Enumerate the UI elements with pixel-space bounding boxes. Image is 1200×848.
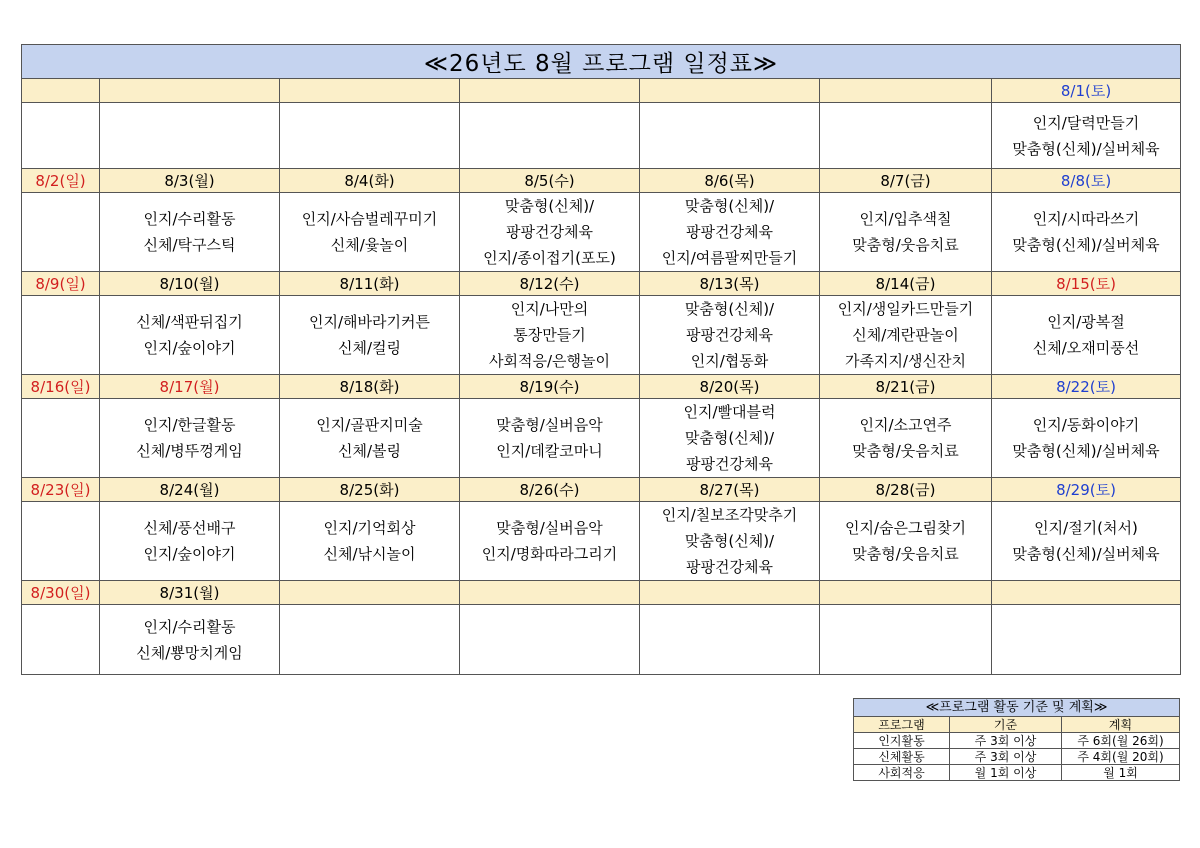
activity-line: 인지/기억회상 <box>323 519 416 537</box>
date-cell <box>640 79 820 103</box>
date-cell: 8/12(수) <box>460 272 640 296</box>
criteria-plan: 월 1회 <box>1062 765 1180 781</box>
activity-cell <box>100 502 280 581</box>
activity-line: 맞춤형/웃음치료 <box>852 236 959 254</box>
activity-line: 맞춤형(신체)/ <box>684 532 775 550</box>
activity-line: 맞춤형(신체)/ <box>684 300 775 318</box>
activity-line: 인지/달력만들기 <box>1032 113 1140 132</box>
date-cell: 8/4(화) <box>280 169 460 193</box>
date-cell: 8/27(목) <box>640 478 820 502</box>
activity-line: 인지/한글활동 <box>143 416 236 434</box>
date-cell: 8/8(토) <box>992 169 1181 193</box>
activity-line: 신체/풍선배구 <box>143 519 236 537</box>
date-cell <box>22 79 100 103</box>
activity-line: 맞춤형(신체)/ <box>684 429 775 447</box>
activity-line: 맞춤형(신체)/실버체육 <box>1012 442 1160 460</box>
activity-cell <box>640 193 820 272</box>
activity-cell <box>460 193 640 272</box>
date-cell: 8/6(목) <box>640 169 820 193</box>
activity-cell <box>992 502 1181 581</box>
activity-line: 신체/컬링 <box>337 339 401 357</box>
activity-line: 맞춤형(신체)/실버체육 <box>1012 545 1160 563</box>
activity-cell <box>100 193 280 272</box>
activity-line: 맞춤형(신체)/ <box>684 197 775 215</box>
criteria-row <box>854 733 1180 749</box>
activity-cell <box>22 502 100 581</box>
activity-cell <box>820 399 992 478</box>
date-cell <box>460 79 640 103</box>
activity-line: 신체/탁구스틱 <box>143 236 236 254</box>
activity-line: 신체/색판뒤집기 <box>136 313 243 331</box>
activity-line: 신체/윷놀이 <box>330 236 409 254</box>
activity-cell <box>22 605 100 675</box>
activity-line: 인지/생일카드만들기 <box>837 300 974 318</box>
week-date-row <box>22 478 1181 502</box>
criteria-plan: 주 4회(월 20회) <box>1062 749 1180 765</box>
activity-cell <box>460 103 640 169</box>
activity-cell <box>280 399 460 478</box>
date-cell <box>640 581 820 605</box>
activity-line: 인지/칠보조각맞추기 <box>661 506 798 524</box>
activity-line: 맞춤형/웃음치료 <box>852 545 959 563</box>
activity-cell <box>280 296 460 375</box>
date-cell: 8/15(토) <box>992 272 1181 296</box>
criteria-standard: 주 3회 이상 <box>950 749 1062 765</box>
date-cell: 8/30(일) <box>22 581 100 605</box>
activity-cell <box>22 296 100 375</box>
activity-line: 인지/종이접기(포도) <box>483 249 616 267</box>
activity-cell <box>992 296 1181 375</box>
week-date-row <box>22 169 1181 193</box>
activity-line: 인지/숲이야기 <box>143 339 236 357</box>
activity-cell <box>280 502 460 581</box>
date-cell: 8/14(금) <box>820 272 992 296</box>
activity-line: 팡팡건강체육 <box>506 223 593 241</box>
activity-line: 인지/데칼코마니 <box>496 442 603 460</box>
activity-line: 인지/광복절 <box>1047 313 1125 331</box>
date-cell: 8/29(토) <box>992 478 1181 502</box>
activity-cell <box>820 502 992 581</box>
activity-cell <box>820 296 992 375</box>
activity-cell <box>820 605 992 675</box>
date-cell <box>460 581 640 605</box>
activity-line: 맞춤형(신체)/실버체육 <box>1012 236 1160 254</box>
activity-cell <box>460 605 640 675</box>
criteria-program: 인지활동 <box>854 733 950 749</box>
week-activity-row <box>22 399 1181 478</box>
activity-line: 신체/계란판놀이 <box>852 326 959 344</box>
activity-cell <box>640 399 820 478</box>
activity-cell <box>640 502 820 581</box>
date-cell: 8/13(목) <box>640 272 820 296</box>
activity-cell <box>22 399 100 478</box>
criteria-standard: 주 3회 이상 <box>950 733 1062 749</box>
activity-cell <box>460 399 640 478</box>
activity-line: 인지/입추색칠 <box>859 210 952 228</box>
activity-cell <box>22 103 100 169</box>
activity-line: 인지/절기(처서) <box>1034 519 1138 537</box>
activity-line: 인지/수리활동 <box>143 617 236 636</box>
activity-cell <box>22 193 100 272</box>
date-cell: 8/7(금) <box>820 169 992 193</box>
activity-line: 인지/여름팔찌만들기 <box>661 249 798 267</box>
activity-cell <box>820 193 992 272</box>
date-cell <box>992 581 1181 605</box>
week-date-row <box>22 581 1181 605</box>
activity-line: 인지/수리활동 <box>143 210 236 228</box>
date-cell: 8/25(화) <box>280 478 460 502</box>
week-date-row <box>22 79 1181 103</box>
date-cell <box>820 581 992 605</box>
activity-cell <box>640 296 820 375</box>
activity-line: 인지/명화따라그리기 <box>481 545 618 563</box>
criteria-header-standard: 기준 <box>950 717 1062 733</box>
activity-line: 인지/협동화 <box>690 352 769 370</box>
week-date-row <box>22 272 1181 296</box>
date-cell <box>820 79 992 103</box>
date-cell: 8/31(월) <box>100 581 280 605</box>
criteria-program: 사회적응 <box>854 765 950 781</box>
activity-line: 인지/골판지미술 <box>316 416 423 434</box>
activity-line: 인지/나만의 <box>510 300 589 318</box>
criteria-row <box>854 749 1180 765</box>
program-criteria-table <box>853 698 1180 781</box>
activity-line: 가족지지/생신잔치 <box>845 352 966 370</box>
activity-cell <box>992 193 1181 272</box>
date-cell <box>280 79 460 103</box>
date-cell: 8/3(월) <box>100 169 280 193</box>
activity-line: 맞춤형/실버음악 <box>496 519 603 537</box>
week-activity-row <box>22 103 1181 169</box>
week-activity-row <box>22 193 1181 272</box>
schedule-title: ≪26년도 8월 프로그램 일정표≫ <box>22 45 1181 79</box>
week-date-row <box>22 375 1181 399</box>
activity-cell <box>820 103 992 169</box>
date-cell: 8/21(금) <box>820 375 992 399</box>
activity-cell <box>280 193 460 272</box>
activity-cell <box>992 399 1181 478</box>
date-cell: 8/10(월) <box>100 272 280 296</box>
criteria-header-plan: 계획 <box>1062 717 1180 733</box>
date-cell: 8/24(월) <box>100 478 280 502</box>
activity-line: 인지/숨은그림찾기 <box>845 519 966 537</box>
date-cell: 8/18(화) <box>280 375 460 399</box>
week-activity-row <box>22 296 1181 375</box>
week-activity-row <box>22 605 1181 675</box>
date-cell: 8/23(일) <box>22 478 100 502</box>
date-cell <box>280 581 460 605</box>
schedule-table <box>21 44 1181 675</box>
activity-line: 신체/뿅망치게임 <box>136 643 243 662</box>
activity-line: 인지/숲이야기 <box>143 545 236 563</box>
activity-line: 맞춤형(신체)/ <box>504 197 595 215</box>
activity-line: 사회적응/은행놀이 <box>489 352 610 370</box>
activity-line: 팡팡건강체육 <box>686 326 773 344</box>
criteria-row <box>854 765 1180 781</box>
criteria-standard: 월 1회 이상 <box>950 765 1062 781</box>
activity-line: 인지/빨대블럭 <box>683 403 776 421</box>
activity-cell <box>640 605 820 675</box>
activity-line: 통장만들기 <box>513 326 586 344</box>
activity-cell <box>460 296 640 375</box>
activity-line: 맞춤형/웃음치료 <box>852 442 959 460</box>
activity-cell <box>100 296 280 375</box>
criteria-plan: 주 6회(월 26회) <box>1062 733 1180 749</box>
week-activity-row <box>22 502 1181 581</box>
activity-line: 팡팡건강체육 <box>686 455 773 473</box>
date-cell: 8/28(금) <box>820 478 992 502</box>
activity-line: 신체/낚시놀이 <box>323 545 416 563</box>
date-cell: 8/5(수) <box>460 169 640 193</box>
activity-line: 신체/오재미풍선 <box>1032 339 1140 357</box>
activity-line: 맞춤형/실버음악 <box>496 416 603 434</box>
date-cell: 8/19(수) <box>460 375 640 399</box>
activity-line: 인지/소고연주 <box>859 416 952 434</box>
activity-line: 인지/시따라쓰기 <box>1032 210 1140 228</box>
date-cell: 8/22(토) <box>992 375 1181 399</box>
date-cell: 8/11(화) <box>280 272 460 296</box>
date-cell: 8/9(일) <box>22 272 100 296</box>
date-cell: 8/17(월) <box>100 375 280 399</box>
date-cell: 8/2(일) <box>22 169 100 193</box>
activity-cell <box>460 502 640 581</box>
activity-line: 신체/볼링 <box>337 442 401 460</box>
date-cell: 8/26(수) <box>460 478 640 502</box>
activity-cell <box>100 103 280 169</box>
criteria-header-program: 프로그램 <box>854 717 950 733</box>
activity-line: 팡팡건강체육 <box>686 223 773 241</box>
activity-line: 인지/동화이야기 <box>1032 416 1140 434</box>
activity-cell <box>100 605 280 675</box>
activity-line: 인지/해바라기커튼 <box>309 313 430 331</box>
criteria-program: 신체활동 <box>854 749 950 765</box>
date-cell <box>100 79 280 103</box>
activity-cell <box>100 399 280 478</box>
date-cell: 8/20(목) <box>640 375 820 399</box>
activity-cell <box>992 605 1181 675</box>
date-cell: 8/16(일) <box>22 375 100 399</box>
activity-line: 인지/사슴벌레꾸미기 <box>301 210 438 228</box>
activity-line: 맞춤형(신체)/실버체육 <box>1012 139 1160 158</box>
activity-cell <box>992 103 1181 169</box>
activity-line: 팡팡건강체육 <box>686 558 773 576</box>
activity-cell <box>280 605 460 675</box>
criteria-title: ≪프로그램 활동 기준 및 계획≫ <box>854 699 1180 717</box>
date-cell: 8/1(토) <box>992 79 1181 103</box>
activity-cell <box>640 103 820 169</box>
activity-line: 신체/병뚜껑게임 <box>136 442 243 460</box>
activity-cell <box>280 103 460 169</box>
